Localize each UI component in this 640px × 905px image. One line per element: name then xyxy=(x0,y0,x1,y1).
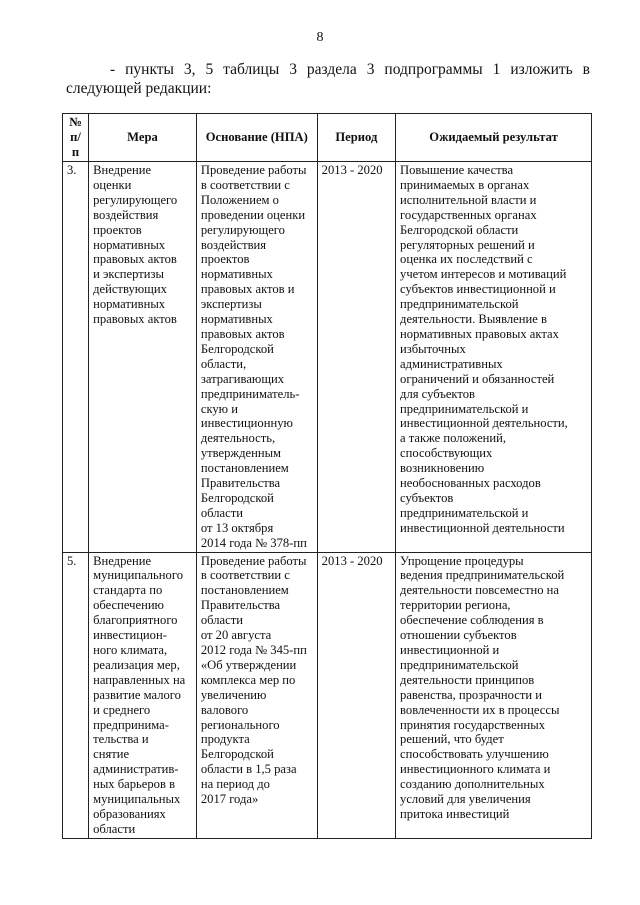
cell-measure-line: правовых актов xyxy=(93,252,177,267)
header-period: Период xyxy=(317,114,395,162)
cell-basis-line: на период до xyxy=(200,777,270,792)
cell-basis-line: «Об утверждении xyxy=(200,657,297,672)
cell-result-line: инвестиционной деятельности, xyxy=(400,416,568,431)
cell-measure-line: правовых актов xyxy=(93,312,177,327)
header-basis: Основание (НПА) xyxy=(196,114,317,162)
table-row xyxy=(63,552,592,838)
cell-result-line: предпринимательской xyxy=(400,657,519,672)
cell-measure-line: муниципального xyxy=(93,568,183,583)
cell-result-line: принимаемых в органах xyxy=(400,177,530,192)
cell-result xyxy=(396,552,592,838)
cell-result-line: условий для увеличения xyxy=(400,792,531,807)
cell-result-line: обеспечение соблюдения в xyxy=(400,613,544,628)
cell-result-line: деятельности повсеместно на xyxy=(400,583,559,598)
cell-basis-line: проведении оценки xyxy=(200,207,306,222)
cell-measure-line: реализация мер, xyxy=(93,657,180,672)
header-result: Ожидаемый результат xyxy=(396,114,592,162)
cell-result-line: созданию дополнительных xyxy=(400,777,545,792)
cell-result-line: субъектов инвестиционной и xyxy=(400,282,556,297)
cell-basis-line: Правительства xyxy=(200,476,281,491)
cell-basis-line: комплекса мер по xyxy=(200,672,296,687)
header-num xyxy=(63,114,89,162)
cell-result-line: регуляторных решений и xyxy=(400,237,535,252)
cell-basis-line: области xyxy=(200,505,243,520)
cell-result-line: исполнительной власти и xyxy=(400,192,537,207)
cell-basis-line: 2014 года № 378-пп xyxy=(200,535,307,550)
cell-result-line: равенства, прозрачности и xyxy=(400,687,542,702)
cell-basis-line: скую и xyxy=(200,401,238,416)
cell-basis-line: воздействия xyxy=(200,237,267,252)
cell-basis-line: экспертизы xyxy=(200,297,262,312)
cell-basis-line: инвестиционную xyxy=(200,416,293,431)
cell-result-line: избыточных xyxy=(400,341,466,356)
intro-paragraph xyxy=(66,60,590,98)
cell-basis xyxy=(196,552,317,838)
cell-measure-line: стандарта по xyxy=(93,583,163,598)
cell-basis-line: нормативных xyxy=(200,267,273,282)
cell-measure-line: оценки xyxy=(93,177,132,192)
cell-result-line: для субъектов xyxy=(400,386,475,401)
cell-basis-line: проектов xyxy=(200,252,250,267)
cell-measure-line: действующих xyxy=(93,282,167,297)
cell-measure-line: тельства и xyxy=(93,732,149,747)
intro-line-2: следующей редакции: xyxy=(66,80,212,97)
cell-result-line: субъектов xyxy=(400,490,454,505)
cell-result-line: предпринимательской xyxy=(400,297,519,312)
measures-table xyxy=(62,113,592,839)
cell-num: 5. xyxy=(63,552,89,838)
cell-num: 3. xyxy=(63,162,89,553)
cell-result-line: административных xyxy=(400,356,503,371)
cell-basis-line: валового xyxy=(200,702,249,717)
cell-basis-line: деятельность, xyxy=(200,431,276,446)
cell-measure-line: обеспечению xyxy=(93,598,164,613)
cell-result-line: инвестиционной деятельности xyxy=(400,520,565,535)
cell-basis-line: Проведение работы xyxy=(200,553,307,568)
cell-period: 2013 - 2020 xyxy=(317,552,395,838)
cell-basis-line: Правительства xyxy=(200,598,281,613)
header-num-line1: № xyxy=(69,115,82,129)
cell-basis-line: Белгородской xyxy=(200,747,274,762)
cell-basis-line: продукта xyxy=(200,732,250,747)
cell-result-line: ограничений и обязанностей xyxy=(400,371,555,386)
cell-basis-line: постановлением xyxy=(200,583,289,598)
cell-result-line: инвестиционной и xyxy=(400,643,500,657)
cell-measure-line: и экспертизы xyxy=(93,267,164,282)
cell-measure-line: образованиях xyxy=(93,806,166,821)
cell-result-line: Упрощение процедуры xyxy=(400,553,524,568)
cell-basis-line: Проведение работы xyxy=(200,163,307,177)
cell-basis-line: предприниматель- xyxy=(200,386,300,401)
cell-measure-line: нормативных xyxy=(93,237,166,252)
cell-measure-line: регулирующего xyxy=(93,192,178,207)
cell-result-line: предпринимательской и xyxy=(400,401,529,416)
cell-result-line: притока инвестиций xyxy=(400,806,510,821)
cell-basis-line: области xyxy=(200,613,243,628)
cell-result-line: возникновению xyxy=(400,461,485,476)
cell-basis-line: правовых актов и xyxy=(200,282,295,297)
cell-basis-line: регионального xyxy=(200,717,280,732)
intro-line-1: - пункты 3, 5 таблицы 3 раздела 3 подпрограммы 1 изложить в xyxy=(110,61,590,78)
cell-result-line: деятельности принципов xyxy=(400,672,535,687)
cell-measure-line: и среднего xyxy=(93,702,151,717)
cell-basis-line: области в 1,5 раза xyxy=(200,762,297,777)
table-row xyxy=(63,162,592,553)
cell-basis-line: 2012 года № 345-пп xyxy=(200,643,307,657)
cell-result-line: нормативных правовых актах xyxy=(400,326,559,341)
cell-measure xyxy=(89,162,197,553)
cell-basis-line: Белгородской xyxy=(200,341,274,356)
cell-result-line: учетом интересов и мотиваций xyxy=(400,267,567,282)
cell-result-line: способствовать улучшению xyxy=(400,747,549,762)
cell-basis-line: Положением о xyxy=(200,192,279,207)
cell-result-line: отношении субъектов xyxy=(400,628,517,643)
cell-result-line: инвестиционного климата и xyxy=(400,762,551,777)
table-header-row xyxy=(63,114,592,162)
cell-measure-line: снятие xyxy=(93,747,130,762)
cell-basis-line: регулирующего xyxy=(200,222,285,237)
cell-measure-line: проектов xyxy=(93,222,142,237)
cell-result-line: а также положений, xyxy=(400,431,507,446)
cell-result-line: способствующих xyxy=(400,446,493,461)
cell-result xyxy=(396,162,592,553)
page-number: 8 xyxy=(316,30,324,45)
cell-basis-line: 2017 года» xyxy=(200,792,259,807)
cell-basis-line: утвержденным xyxy=(200,446,282,461)
cell-period: 2013 - 2020 xyxy=(317,162,395,553)
cell-basis-line: от 20 августа xyxy=(200,628,272,643)
cell-measure-line: нормативных xyxy=(93,297,166,312)
cell-measure-line: области xyxy=(93,821,136,836)
cell-basis-line: увеличению xyxy=(200,687,267,702)
header-num-line2: п/п xyxy=(70,130,81,159)
cell-measure-line: воздействия xyxy=(93,207,159,222)
cell-measure xyxy=(89,552,197,838)
cell-result-line: принятия государственных xyxy=(400,717,546,732)
cell-result-line: территории региона, xyxy=(400,598,511,613)
cell-result-line: предпринимательской и xyxy=(400,505,529,520)
cell-basis-line: Белгородской xyxy=(200,490,274,505)
cell-measure-line: инвестицион- xyxy=(93,628,167,643)
cell-measure-line: административ- xyxy=(93,762,179,777)
cell-basis-line: от 13 октября xyxy=(200,520,274,535)
cell-basis-line: правовых актов xyxy=(200,326,285,341)
cell-result-line: деятельности. Выявление в xyxy=(400,312,547,327)
cell-basis-line: в соответствии с xyxy=(200,177,290,192)
header-measure: Мера xyxy=(89,114,197,162)
cell-measure-line: ного климата, xyxy=(93,643,168,657)
cell-measure-line: Внедрение xyxy=(93,163,152,177)
cell-result-line: вовлеченности их в процессы xyxy=(400,702,560,717)
cell-result-line: Повышение качества xyxy=(400,163,514,177)
cell-measure-line: ных барьеров в xyxy=(93,777,176,792)
cell-basis-line: затрагивающих xyxy=(200,371,285,386)
cell-result-line: необоснованных расходов xyxy=(400,476,541,491)
cell-measure-line: муниципальных xyxy=(93,792,181,807)
cell-measure-line: развитие малого xyxy=(93,687,181,702)
cell-measure-line: Внедрение xyxy=(93,553,152,568)
cell-result-line: решений, что будет xyxy=(400,732,504,747)
cell-basis-line: нормативных xyxy=(200,312,273,327)
cell-basis-line: области, xyxy=(200,356,247,371)
cell-basis xyxy=(196,162,317,553)
cell-result-line: государственных органах xyxy=(400,207,537,222)
cell-result-line: ведения предпринимательской xyxy=(400,568,565,583)
cell-basis-line: в соответствии с xyxy=(200,568,290,583)
cell-basis-line: постановлением xyxy=(200,461,289,476)
cell-measure-line: благоприятного xyxy=(93,613,178,628)
cell-measure-line: направленных на xyxy=(93,672,186,687)
cell-measure-line: предпринима- xyxy=(93,717,169,732)
cell-result-line: Белгородской области xyxy=(400,222,519,237)
cell-result-line: оценка их последствий с xyxy=(400,252,533,267)
